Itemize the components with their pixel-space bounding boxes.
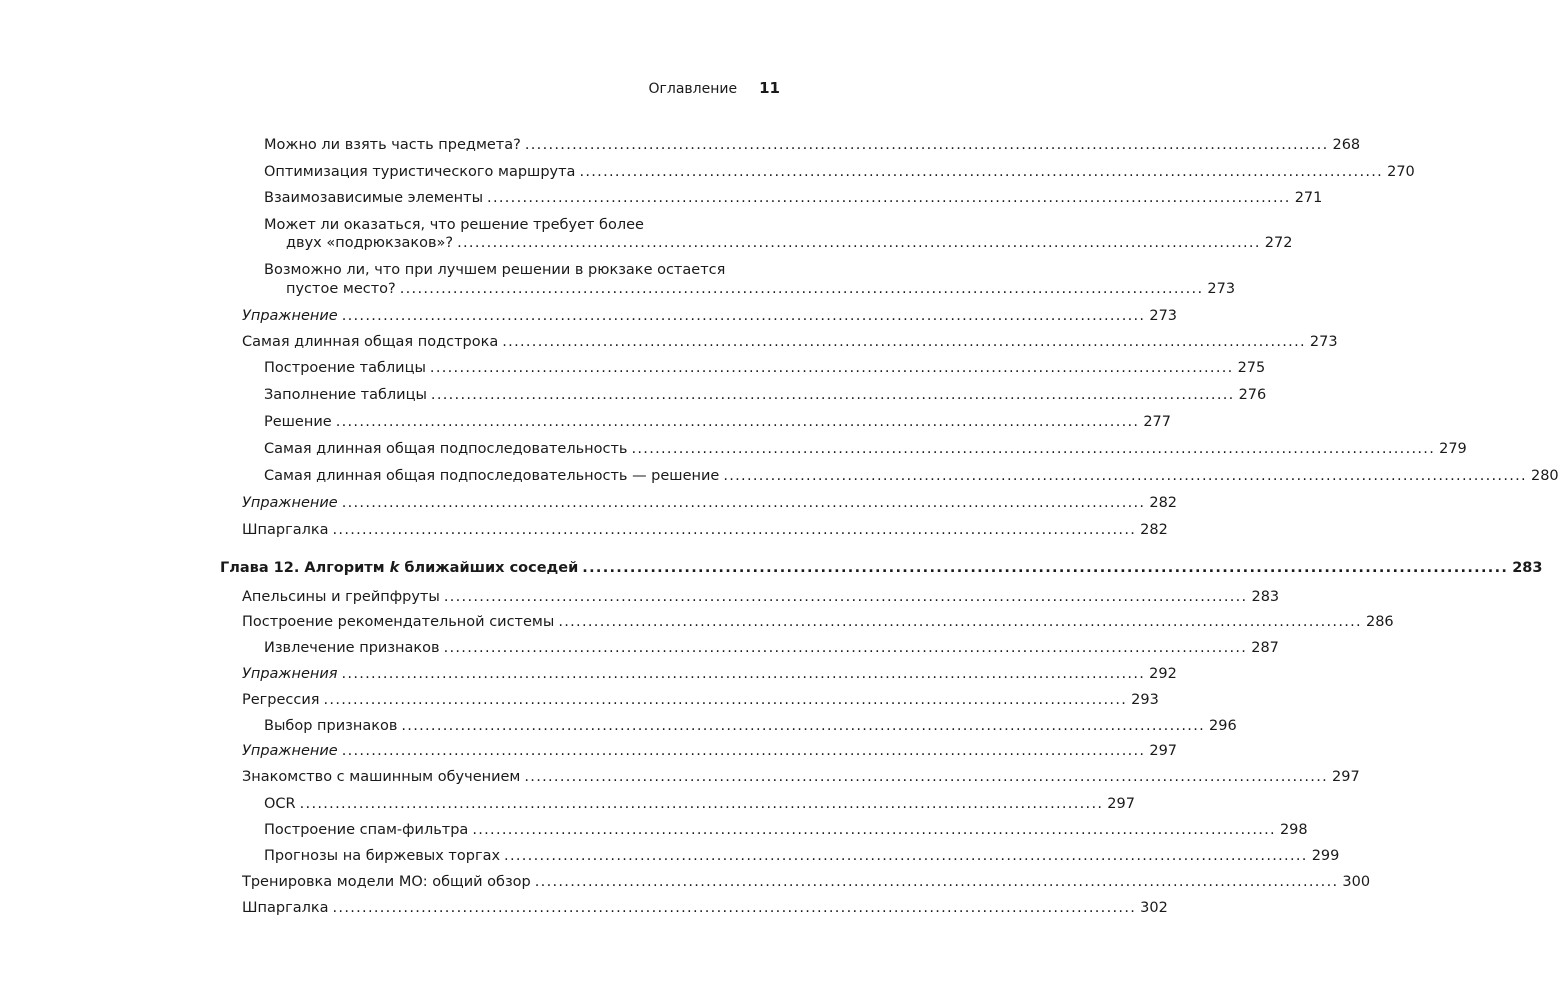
dot-leader: ........................................................................................................................................ <box>502 334 1306 350</box>
dot-leader: ........................................................................................................................................ <box>299 796 1104 812</box>
toc-entry-page: 273 <box>1309 334 1338 350</box>
dot-leader: ........................................................................................................................................ <box>472 822 1276 838</box>
dot-leader: ........................................................................................................................................ <box>582 560 1509 576</box>
toc-entry-title: Упражнение <box>242 308 338 324</box>
dot-leader: ........................................................................................................................................ <box>579 164 1384 180</box>
toc-entry-title: Самая длинная общая подстрока <box>242 334 499 350</box>
toc-entry-page: 280 <box>1530 468 1559 484</box>
dot-leader: ........................................................................................................................................ <box>558 614 1362 630</box>
toc-entry-title: Взаимозависимые элементы <box>264 190 484 206</box>
toc-chapter-entry[interactable] <box>220 559 1543 577</box>
toc-entry[interactable] <box>242 873 1371 891</box>
toc-entry-page: 292 <box>1149 666 1177 682</box>
toc-entry[interactable] <box>264 467 1559 485</box>
toc-entry-title: Упражнение <box>242 743 338 759</box>
toc-entry-title: двух «подрюкзаков»? <box>286 235 454 251</box>
dot-leader: ........................................................................................................................................ <box>457 235 1261 251</box>
dot-leader: ........................................................................................................................................ <box>631 441 1436 457</box>
toc-entry-title: Шпаргалка <box>242 900 329 916</box>
toc-entry-title-line1: Может ли оказаться, что решение требует более <box>264 217 644 233</box>
toc-entry[interactable] <box>242 665 1177 683</box>
toc-entry-page: 287 <box>1251 640 1279 656</box>
toc-entry-title: Заполнение таблицы <box>264 387 427 403</box>
toc-entry-title: Самая длинная общая подпоследовательность — решение <box>264 468 720 484</box>
toc-entry-page: 271 <box>1294 190 1323 206</box>
dot-leader: ........................................................................................................................................ <box>332 900 1137 916</box>
dot-leader: ........................................................................................................................................ <box>341 308 1146 324</box>
dot-leader: ........................................................................................................................................ <box>341 495 1146 511</box>
toc-entry[interactable] <box>242 521 1168 539</box>
toc-entry-title: Упражнения <box>242 666 338 682</box>
toc-entry-title: Знакомство с машинным обучением <box>242 769 521 785</box>
toc-entry-title: Извлечение признаков <box>264 640 440 656</box>
toc-entry-title: Построение таблицы <box>264 360 426 376</box>
dot-leader: ........................................................................................................................................ <box>335 414 1140 430</box>
dot-leader: ........................................................................................................................................ <box>401 718 1206 734</box>
toc-entry-page: 297 <box>1107 796 1135 812</box>
toc-entry-page: 300 <box>1342 874 1371 890</box>
toc-entry-title: Апельсины и грейпфруты <box>242 589 440 605</box>
dot-leader: ........................................................................................................................................ <box>723 468 1527 484</box>
toc-entry-page: 273 <box>1149 308 1178 324</box>
toc-entry-title: Решение <box>264 414 332 430</box>
toc-entry[interactable] <box>264 413 1172 431</box>
toc-entry[interactable] <box>264 163 1415 181</box>
dot-leader: ........................................................................................................................................ <box>429 360 1234 376</box>
toc-entry-title: Оптимизация туристического маршрута <box>264 164 576 180</box>
toc-entry-title: пустое место? <box>286 281 396 297</box>
toc-entry-title: Выбор признаков <box>264 718 398 734</box>
dot-leader: ........................................................................................................................................ <box>430 387 1235 403</box>
toc-entry[interactable] <box>264 847 1340 865</box>
toc-entry-page: 282 <box>1140 522 1168 538</box>
toc-entry-page: 283 <box>1512 560 1543 576</box>
toc-entry-page: 299 <box>1311 848 1340 864</box>
chapter-title-suffix: ближайших соседей <box>399 560 579 576</box>
toc-entry-page: 302 <box>1140 900 1168 916</box>
toc-entry-title: Самая длинная общая подпоследовательность <box>264 441 628 457</box>
toc-entry[interactable] <box>242 333 1338 351</box>
toc-chapter-title <box>220 559 578 577</box>
toc-entry[interactable] <box>286 280 1236 298</box>
toc-entry-title-line1: Возможно ли, что при лучшем решении в рюкзаке остается <box>264 262 726 278</box>
toc-entry-page: 282 <box>1149 495 1178 511</box>
chapter-title-k: k <box>389 560 400 576</box>
toc-entry[interactable] <box>264 795 1135 813</box>
chapter-title-prefix: Глава 12. Алгоритм <box>220 560 390 576</box>
toc-entry-page: 286 <box>1365 614 1394 630</box>
toc-entry[interactable] <box>242 691 1159 709</box>
toc-entry[interactable] <box>242 494 1178 512</box>
toc-entry[interactable] <box>264 189 1323 207</box>
toc-entry[interactable] <box>242 742 1178 760</box>
dot-leader: ........................................................................................................................................ <box>323 692 1128 708</box>
toc-entry[interactable] <box>242 613 1394 631</box>
dot-leader: ........................................................................................................................................ <box>524 137 1329 153</box>
dot-leader: ........................................................................................................................................ <box>443 640 1248 656</box>
toc-entry-page: 279 <box>1439 441 1467 457</box>
toc-entry-title: Регрессия <box>242 692 320 708</box>
toc-entry[interactable] <box>286 234 1293 252</box>
toc-entry[interactable] <box>264 639 1279 657</box>
toc-entry[interactable] <box>242 588 1280 606</box>
toc-entry-title: Построение рекомендательной системы <box>242 614 555 630</box>
header-section-title: Оглавление <box>648 81 738 97</box>
toc-entry[interactable] <box>264 359 1266 377</box>
toc-entry-page: 276 <box>1238 387 1267 403</box>
toc-entry[interactable] <box>264 717 1237 735</box>
toc-entry[interactable] <box>264 440 1467 458</box>
toc-entry-page: 275 <box>1237 360 1266 376</box>
dot-leader: ........................................................................................................................................ <box>341 666 1146 682</box>
toc-entry-title: Шпаргалка <box>242 522 329 538</box>
toc-entry-page: 293 <box>1131 692 1159 708</box>
header-page-number: 11 <box>759 79 780 97</box>
toc-entry-page: 297 <box>1149 743 1178 759</box>
toc-entry[interactable] <box>242 899 1168 917</box>
toc-entry-title: OCR <box>264 796 296 812</box>
toc-entry[interactable] <box>242 768 1360 786</box>
toc-entry-page: 270 <box>1387 164 1415 180</box>
dot-leader: ........................................................................................................................................ <box>524 769 1329 785</box>
dot-leader: ........................................................................................................................................ <box>332 522 1137 538</box>
toc-entry[interactable] <box>264 136 1361 154</box>
toc-entry-page: 297 <box>1332 769 1360 785</box>
dot-leader: ........................................................................................................................................ <box>504 848 1308 864</box>
toc-entry-title: Прогнозы на биржевых торгах <box>264 848 501 864</box>
toc-entry-title: Можно ли взять часть предмета? <box>264 137 521 153</box>
toc-entry-page: 273 <box>1207 281 1236 297</box>
dot-leader: ........................................................................................................................................ <box>487 190 1291 206</box>
toc-entry-title: Построение спам-фильтра <box>264 822 469 838</box>
toc-entry-page: 268 <box>1332 137 1361 153</box>
toc-entry-title: Тренировка модели МО: общий обзор <box>242 874 531 890</box>
dot-leader: ........................................................................................................................................ <box>399 281 1204 297</box>
dot-leader: ........................................................................................................................................ <box>443 589 1248 605</box>
toc-entry-page: 272 <box>1264 235 1293 251</box>
toc-entry-page: 296 <box>1209 718 1237 734</box>
dot-leader: ........................................................................................................................................ <box>534 874 1339 890</box>
toc-entry-page: 277 <box>1143 414 1172 430</box>
toc-entry-page: 298 <box>1279 822 1308 838</box>
toc-entry[interactable] <box>242 307 1178 325</box>
toc-entry-page: 283 <box>1251 589 1280 605</box>
toc-entry[interactable] <box>264 821 1308 839</box>
running-header <box>649 79 780 97</box>
toc-entry[interactable] <box>264 386 1267 404</box>
toc-entry-title: Упражнение <box>242 495 338 511</box>
dot-leader: ........................................................................................................................................ <box>341 743 1146 759</box>
